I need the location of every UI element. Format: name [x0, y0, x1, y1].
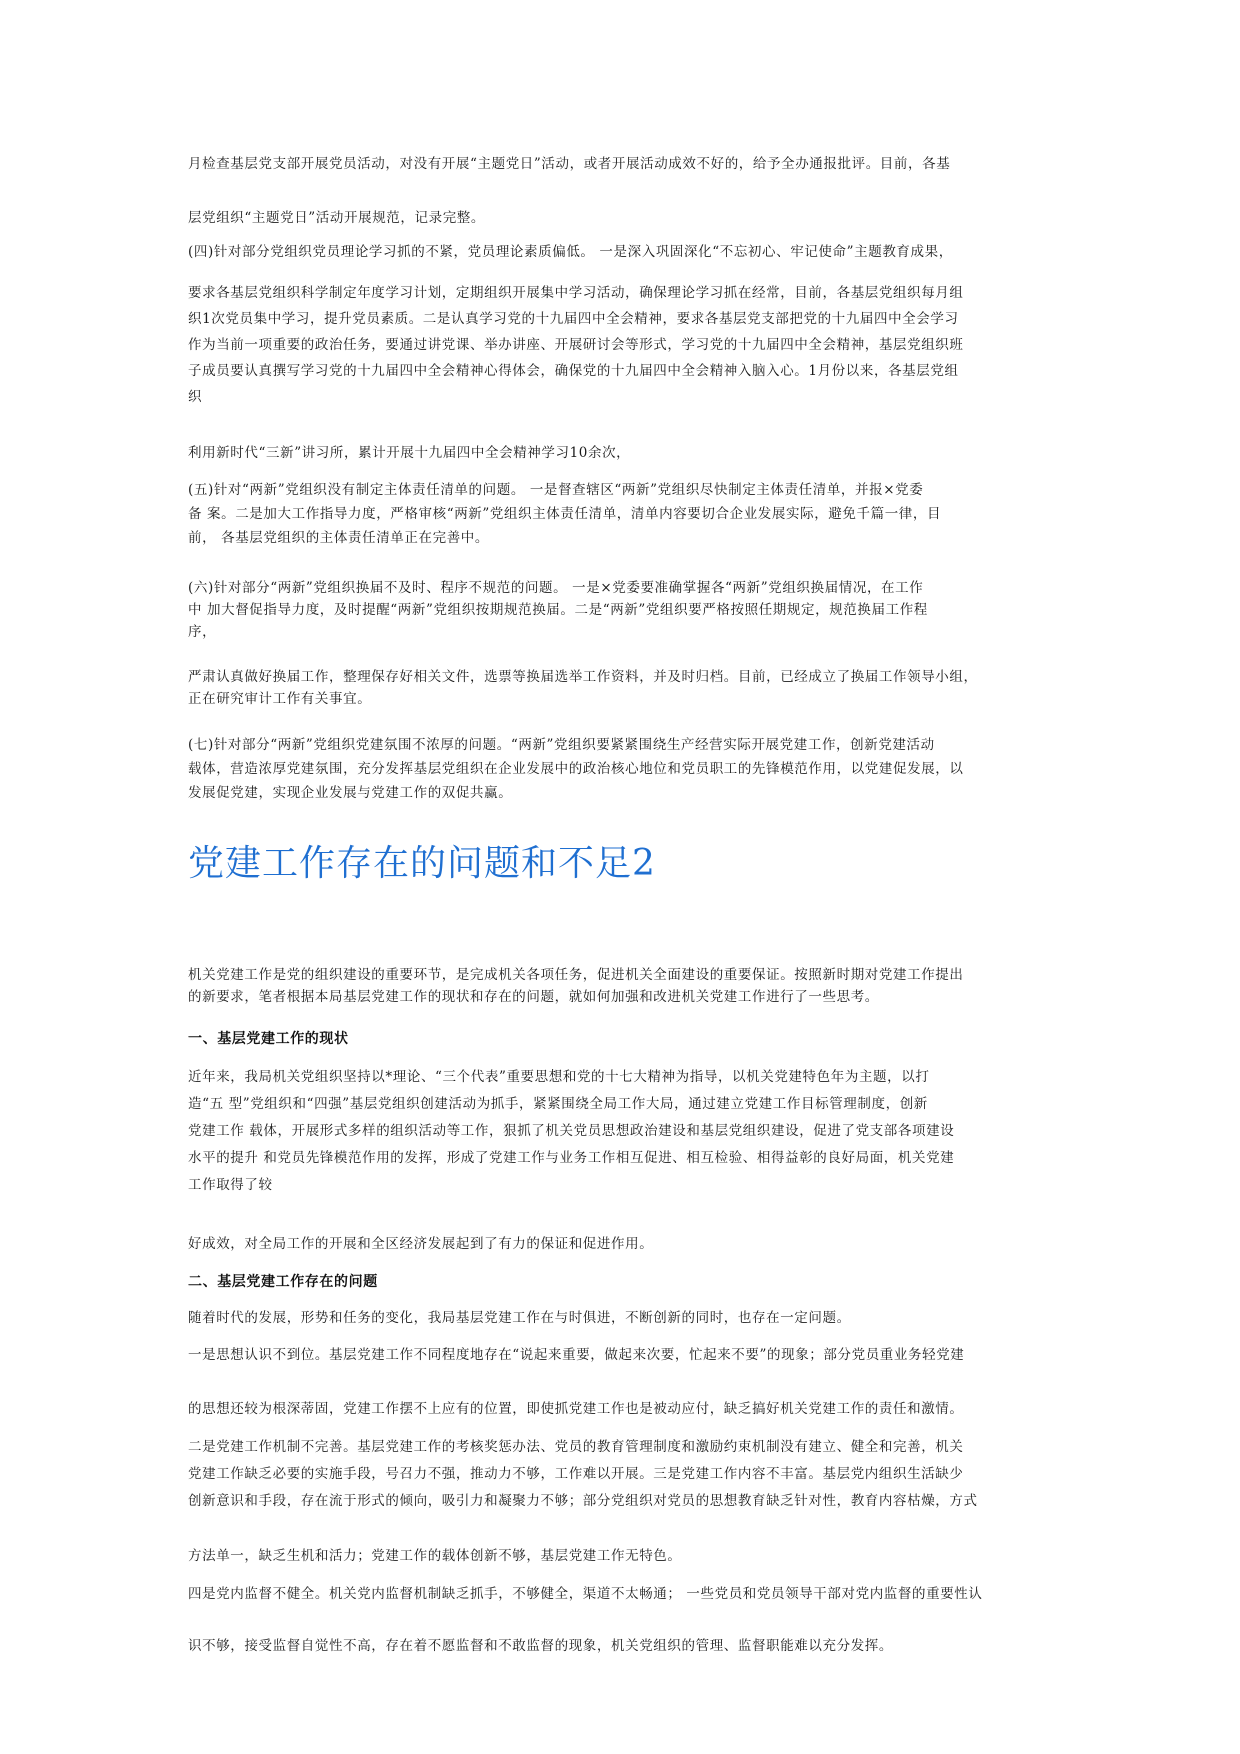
text-line: 前， 各基层党组织的主体责任清单正在完善中。	[188, 530, 489, 546]
text-line: 随着时代的发展，形势和任务的变化，我局基层党建工作在与时俱进，不断创新的同时，也存在一定问题。	[188, 1310, 851, 1326]
text-line: 利用新时代“三新”讲习所，累计开展十九届四中全会精神学习10余次，	[188, 445, 631, 461]
paragraph-problem-three-cont	[188, 1544, 1056, 1568]
paragraph-problem-four	[188, 1582, 1056, 1606]
paragraph-problem-one-cont	[188, 1397, 1056, 1421]
paragraph-item-five	[188, 478, 1056, 550]
paragraph-lecture-count	[188, 441, 1056, 465]
paragraph-results	[188, 1232, 1056, 1256]
paragraph-inspection-tail	[188, 152, 1056, 176]
text-line: (六)针对部分“两新”党组织换届不及时、程序不规范的问题。 一是×党委要准确掌握各“两新”党组织换届情况，在工作	[188, 580, 924, 596]
paragraph-theme-day-result	[188, 206, 1056, 230]
text-line: 机关党建工作是党的组织建设的重要环节，是完成机关各项任务，促进机关全面建设的重要保证。按照新时期对党建工作提出	[188, 967, 964, 983]
paragraph-problem-one	[188, 1343, 1056, 1367]
text-line: 严肃认真做好换届工作，整理保存好相关文件，选票等换届选举工作资料，并及时归档。目前，已经成立了换届工作领导小组，	[188, 669, 978, 685]
paragraph-item-four-heading	[188, 240, 1056, 264]
paragraph-current-status	[188, 1064, 1056, 1199]
text-line: 载体，营造浓厚党建氛围，充分发挥基层党组织在企业发展中的政治核心地位和党员职工的先锋模范作用，以党建促发展，以	[188, 761, 964, 777]
section-title: 党建工作存在的问题和不足2	[188, 843, 656, 884]
text-line: 要求各基层党组织科学制定年度学习计划，定期组织开展集中学习活动，确保理论学习抓在经常，目前，各基层党组织每月组	[188, 285, 964, 301]
document-page	[188, 0, 1056, 1754]
paragraph-problem-two-three	[188, 1434, 1056, 1515]
text-line: 织	[188, 389, 203, 405]
text-line: 识不够，接受监督自觉性不高，存在着不愿监督和不敢监督的现象，机关党组织的管理、监督职能难以充分发挥。	[188, 1638, 893, 1654]
text-line: 中 加大督促指导力度，及时提醒“两新”党组织按期规范换届。二是“两新”党组织要严格按照任期规定，规范换届工作程	[188, 602, 928, 618]
text-line: 近年来，我局机关党组织坚持以*理论、“三个代表”重要思想和党的十七大精神为指导，以机关党建特色年为主题，以打	[188, 1069, 930, 1085]
text-line: 的新要求，笔者根据本局基层党建工作的现状和存在的问题，就如何加强和改进机关党建工作进行了一些思考。	[188, 989, 879, 1005]
text-line: (五)针对“两新”党组织没有制定主体责任清单的问题。 一是督查辖区“两新”党组织尽快制定主体责任清单，并报×党委	[188, 482, 924, 498]
paragraph-problems-intro	[188, 1306, 1056, 1330]
text-line: 发展促党建，实现企业发展与党建工作的双促共赢。	[188, 785, 513, 801]
text-line: 工作取得了较	[188, 1177, 273, 1193]
text-line: 好成效，对全局工作的开展和全区经济发展起到了有力的保证和促进作用。	[188, 1236, 654, 1252]
text-line: 党建工作缺乏必要的实施手段，号召力不强，推动力不够，工作难以开展。三是党建工作内容不丰富。基层党内组织生活缺少	[188, 1466, 964, 1482]
text-line: 织1次党员集中学习，提升党员素质。二是认真学习党的十九届四中全会精神，要求各基层党支部把党的十九届四中全会学习	[188, 311, 959, 327]
text-line: 层党组织“主题党日”活动开展规范，记录完整。	[188, 210, 486, 226]
text-line: 水平的提升 和党员先锋模范作用的发挥，形成了党建工作与业务工作相互促进、相互检验、相得益彰的良好局面，机关党建	[188, 1150, 955, 1166]
text-line: 造“五 型”党组织和“四强”基层党组织创建活动为抓手，紧紧围绕全局工作大局，通过建立党建工作目标管理制度，创新	[188, 1096, 928, 1112]
text-line: 一是思想认识不到位。基层党建工作不同程度地存在“说起来重要，做起来次要，忙起来不要”的现象；部分党员重业务轻党建	[188, 1347, 965, 1363]
paragraph-election-work	[188, 666, 1056, 710]
paragraph-item-seven	[188, 733, 1056, 805]
text-line: 创新意识和手段，存在流于形式的倾向，吸引力和凝聚力不够；部分党组织对党员的思想教育缺乏针对性，教育内容枯燥，方式	[188, 1493, 978, 1509]
text-line: 备 案。二是加大工作指导力度，严格审核“两新”党组织主体责任清单，清单内容要切合企业发展实际，避免千篇一律，目	[188, 506, 942, 522]
subheading-current-status: 一、基层党建工作的现状	[188, 1031, 349, 1047]
text-line: 月检查基层党支部开展党员活动，对没有开展“主题党日”活动，或者开展活动成效不好的，给予全办通报批评。目前，各基	[188, 156, 951, 172]
text-line: 二是党建工作机制不完善。基层党建工作的考核奖惩办法、党员的教育管理制度和激励约束机制没有建立、健全和完善，机关	[188, 1439, 964, 1455]
paragraph-item-six	[188, 577, 1056, 643]
text-line: 序，	[188, 624, 217, 640]
text-line: 正在研究审计工作有关事宜。	[188, 691, 372, 707]
text-line: 的思想还较为根深蒂固，党建工作摆不上应有的位置，即使抓党建工作也是被动应付，缺乏搞好机关党建工作的责任和激情。	[188, 1401, 964, 1417]
text-line: 四是党内监督不健全。机关党内监督机制缺乏抓手，不够健全，渠道不太畅通； 一些党员和党员领导干部对党内监督的重要性认	[188, 1586, 983, 1602]
text-line: 党建工作 载体，开展形式多样的组织活动等工作，狠抓了机关党员思想政治建设和基层党组织建设，促进了党支部各项建设	[188, 1123, 955, 1139]
text-line: 方法单一，缺乏生机和活力；党建工作的载体创新不够，基层党建工作无特色。	[188, 1548, 682, 1564]
paragraph-item-four-body	[188, 280, 1056, 410]
text-line: 作为当前一项重要的政治任务，要通过讲党课、举办讲座、开展研讨会等形式，学习党的十九届四中全会精神，基层党组织班	[188, 337, 964, 353]
paragraph-intro	[188, 964, 1056, 1008]
subheading-existing-problems: 二、基层党建工作存在的问题	[188, 1274, 378, 1290]
text-line: (四)针对部分党组织党员理论学习抓的不紧，党员理论素质偏低。 一是深入巩固深化“不忘初心、牢记使命”主题教育成果，	[188, 244, 953, 260]
text-line: 子成员要认真撰写学习党的十九届四中全会精神心得体会，确保党的十九届四中全会精神入脑入心。1月份以来，各基层党组	[188, 363, 959, 379]
paragraph-problem-four-cont	[188, 1634, 1056, 1658]
text-line: (七)针对部分“两新”党组织党建氛围不浓厚的问题。“两新”党组织要紧紧围绕生产经营实际开展党建工作，创新党建活动	[188, 737, 935, 753]
